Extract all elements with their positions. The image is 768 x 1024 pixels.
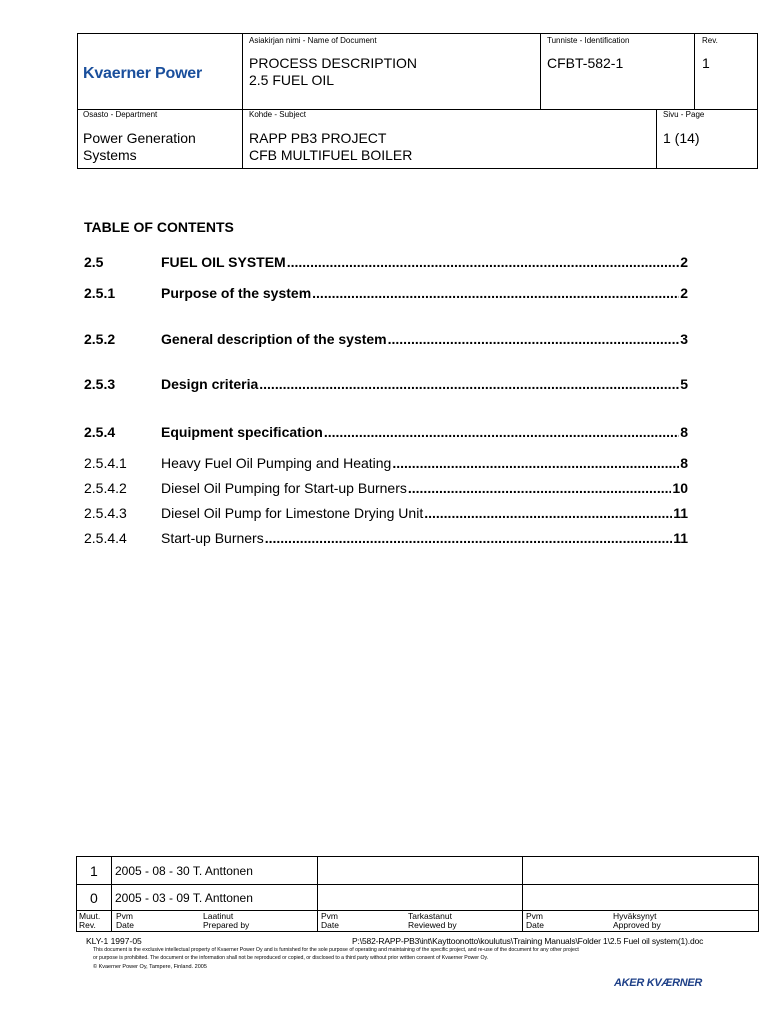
toc-entry-title: Start-up Burners	[161, 530, 264, 546]
label-date3-fi: Pvm	[526, 911, 543, 921]
document-name-label: Asiakirjan nimi - Name of Document	[249, 36, 377, 45]
label-approved-en: Approved by	[613, 920, 661, 930]
confidentiality-notice-line1: This document is the exclusive intellectual property of Kvaerner Power Oy and is furnished for the sole purpose of operating and maintaining of the specific project, and re-use of the document for any other project	[93, 947, 579, 953]
toc-entry-title: Diesel Oil Pumping for Start-up Burners	[161, 480, 407, 496]
label-date-fi: Pvm	[116, 911, 133, 921]
label-date3-en: Date	[526, 920, 544, 930]
document-header-table	[77, 33, 758, 169]
label-rev-en: Rev.	[79, 920, 96, 930]
toc-entry-page: 2	[680, 285, 688, 301]
revision-label: Rev.	[702, 36, 718, 45]
toc-entry[interactable]	[84, 424, 688, 442]
revision-history-table	[76, 856, 759, 932]
toc-entry-title: General description of the system	[161, 331, 387, 347]
toc-entry-title: Diesel Oil Pump for Limestone Drying Unit	[161, 505, 424, 521]
toc-entry-page: 2	[680, 254, 688, 270]
page-value: 1 (14)	[663, 130, 700, 146]
confidentiality-notice-line2: or purpose is prohibited. The document or the information shall not be reproduced or copied, or disclosed to a third party without prior written consent of Kvaerner Power Oy.	[93, 955, 489, 961]
department-label: Osasto - Department	[83, 110, 158, 119]
toc-entry-number: 2.5	[84, 254, 104, 270]
label-date2-en: Date	[321, 920, 339, 930]
toc-entry-number: 2.5.4.1	[84, 455, 127, 471]
brand-logo: AKER KVÆRNER	[614, 977, 703, 989]
toc-entry[interactable]	[84, 480, 688, 498]
toc-entry-page: 3	[680, 331, 688, 347]
label-approved-fi: Hyväksynyt	[613, 911, 657, 921]
label-date2-fi: Pvm	[321, 911, 338, 921]
document-name-line1: PROCESS DESCRIPTION	[249, 55, 418, 71]
toc-leader-dots	[388, 331, 680, 347]
revision-row-0-number: 0	[90, 890, 98, 906]
toc-leader-dots	[312, 285, 679, 301]
toc-heading: TABLE OF CONTENTS	[84, 219, 234, 235]
toc-entry-title: Design criteria	[161, 376, 259, 392]
toc-entry[interactable]	[84, 455, 688, 473]
toc-entry[interactable]	[84, 254, 688, 272]
toc-entry-title: Equipment specification	[161, 424, 323, 440]
document-name-line2: 2.5 FUEL OIL	[249, 72, 335, 88]
department-line2: Systems	[83, 147, 137, 163]
toc-entry[interactable]	[84, 530, 688, 548]
toc-entry-number: 2.5.4.4	[84, 530, 127, 546]
toc-entry[interactable]	[84, 331, 688, 349]
page-label: Sivu - Page	[663, 110, 705, 119]
subject-line2: CFB MULTIFUEL BOILER	[249, 147, 413, 163]
toc-entry-page: 8	[680, 455, 688, 471]
revision-value: 1	[702, 55, 710, 71]
identification-value: CFBT-582-1	[547, 55, 624, 71]
toc-entry[interactable]	[84, 505, 688, 523]
toc-entry-title: Purpose of the system	[161, 285, 312, 301]
label-reviewed-fi: Tarkastanut	[408, 911, 452, 921]
toc-leader-dots	[324, 424, 679, 440]
revision-row-0-entry: 2005 - 03 - 09 T. Anttonen	[115, 891, 253, 905]
toc-entry-page: 10	[672, 480, 688, 496]
department-line1: Power Generation	[83, 130, 196, 146]
toc-leader-dots	[259, 376, 679, 392]
company-logo: Kvaerner Power	[83, 65, 203, 82]
toc-entry-title: Heavy Fuel Oil Pumping and Heating	[161, 455, 392, 471]
label-reviewed-en: Reviewed by	[408, 920, 457, 930]
toc-leader-dots	[265, 530, 672, 546]
toc-leader-dots	[392, 455, 679, 471]
subject-line1: RAPP PB3 PROJECT	[249, 130, 387, 146]
toc-entry-number: 2.5.3	[84, 376, 116, 392]
toc-entry-page: 11	[673, 530, 688, 546]
label-prepared-en: Prepared by	[203, 920, 250, 930]
subject-label: Kohde - Subject	[249, 110, 306, 119]
toc-entry-number: 2.5.2	[84, 331, 116, 347]
label-date-en: Date	[116, 920, 134, 930]
toc-entry-page: 8	[680, 424, 688, 440]
toc-leader-dots	[287, 254, 679, 270]
toc-leader-dots	[408, 480, 672, 496]
toc-leader-dots	[424, 505, 672, 521]
label-rev-fi: Muut.	[79, 911, 101, 921]
file-path: P:\582-RAPP-PB3\int\Kayttoonotto\koulutus\Training Manuals\Folder 1\2.5 Fuel oil system(1).doc	[352, 936, 704, 946]
toc-entry-title: FUEL OIL SYSTEM	[161, 254, 286, 270]
toc-entry[interactable]	[84, 376, 688, 394]
revision-row-1-number: 1	[90, 863, 98, 879]
revision-row-1-entry: 2005 - 08 - 30 T. Anttonen	[115, 864, 253, 878]
toc-entry-page: 11	[673, 505, 688, 521]
toc-entry-number: 2.5.4.2	[84, 480, 127, 496]
identification-label: Tunniste - Identification	[547, 36, 630, 45]
label-prepared-fi: Laatinut	[203, 911, 234, 921]
toc-entry-page: 5	[680, 376, 688, 392]
form-code: KLY-1 1997-05	[86, 936, 142, 946]
toc-entry-number: 2.5.4.3	[84, 505, 127, 521]
toc-entry-number: 2.5.4	[84, 424, 116, 440]
toc-entry[interactable]	[84, 285, 688, 303]
toc-entry-number: 2.5.1	[84, 285, 116, 301]
copyright-notice: © Kvaerner Power Oy, Tampere, Finland. 2005	[93, 964, 207, 970]
